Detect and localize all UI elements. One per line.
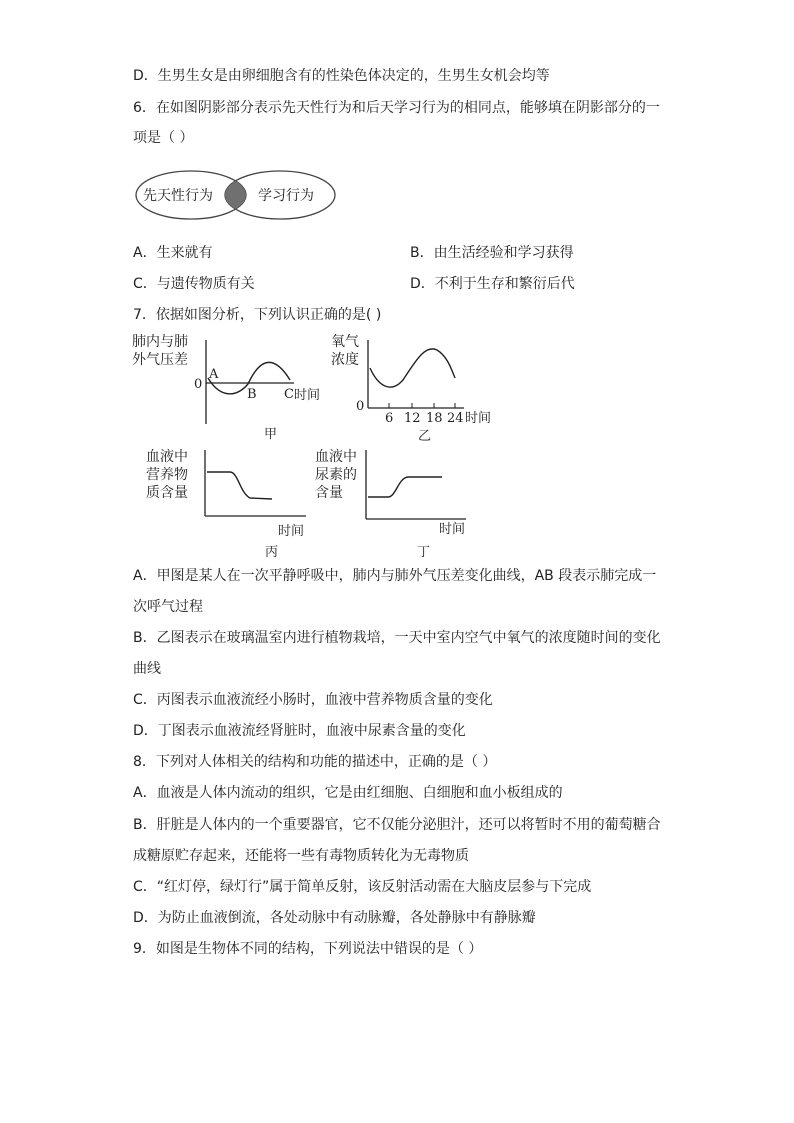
ding-ylabel-line3: 含量 bbox=[315, 485, 343, 501]
jia-caption: 甲 bbox=[264, 427, 278, 442]
ding-caption: 丁 bbox=[417, 545, 431, 560]
q6-option-b: B．由生活经验和学习获得 bbox=[410, 245, 574, 261]
figure-jia bbox=[132, 333, 320, 442]
bing-ylabel-line3: 质含量 bbox=[146, 485, 188, 501]
q8-option-b-line1: B．肝脏是人体内的一个重要器官，它不仅能分泌胆汁，还可以将暂时不用的葡萄糖合 bbox=[133, 817, 661, 833]
bing-ylabel-line1: 血液中 bbox=[146, 449, 188, 465]
yi-zero-label: 0 bbox=[356, 399, 365, 414]
bing-curve bbox=[207, 472, 272, 499]
jia-ylabel-line2: 外气压差 bbox=[132, 352, 188, 368]
q7-option-b-line2: 曲线 bbox=[133, 661, 161, 677]
jia-ylabel-line1: 肺内与肺 bbox=[132, 334, 188, 350]
figure-ding bbox=[315, 448, 466, 560]
yi-ylabel-line2: 浓度 bbox=[331, 352, 359, 368]
ding-xlabel: 时间 bbox=[439, 522, 466, 537]
figure-bing bbox=[146, 448, 306, 560]
jia-point-b: B bbox=[247, 387, 257, 402]
jia-point-a: A bbox=[209, 367, 219, 382]
q7-option-b-line1: B．乙图表示在玻璃温室内进行植物栽培，一天中室内空气中氧气的浓度随时间的变化 bbox=[133, 630, 661, 646]
q6-stem-line1: 6．在如图阴影部分表示先天性行为和后天学习行为的相同点，能够填在阴影部分的一 bbox=[133, 100, 660, 116]
yi-xlabel: 时间 bbox=[465, 411, 492, 426]
q6-option-c: C．与遗传物质有关 bbox=[133, 276, 255, 292]
q6-venn-diagram bbox=[134, 168, 338, 224]
q8-stem: 8．下列对人体相关的结构和功能的描述中，正确的是（ ） bbox=[133, 754, 497, 770]
q7-option-d: D．丁图表示血液流经肾脏时，血液中尿素含量的变化 bbox=[133, 723, 466, 739]
q7-option-a-line1: A．甲图是某人在一次平静呼吸中，肺内与肺外气压差变化曲线，AB 段表示肺完成一 bbox=[133, 568, 657, 584]
jia-point-c: C bbox=[284, 387, 294, 402]
ding-curve bbox=[368, 477, 442, 497]
yi-tick-label-6: 6 bbox=[385, 411, 394, 426]
yi-tick-label-12: 12 bbox=[404, 411, 421, 426]
q7-figures bbox=[128, 328, 508, 564]
q8-option-b-line2: 成糖原贮存起来，还能将一些有毒物质转化为无毒物质 bbox=[133, 848, 469, 864]
venn-right-label: 学习行为 bbox=[258, 188, 314, 204]
q7-stem: 7．依据如图分析，下列认识正确的是( ) bbox=[133, 307, 382, 323]
venn-left-label: 先天性行为 bbox=[143, 188, 213, 204]
jia-xlabel: 时间 bbox=[294, 388, 321, 403]
q6-option-a: A．生来就有 bbox=[133, 245, 213, 261]
bing-ylabel-line2: 营养物 bbox=[146, 467, 188, 483]
q9-stem: 9．如图是生物体不同的结构，下列说法中错误的是（ ） bbox=[133, 941, 483, 957]
yi-tick-label-18: 18 bbox=[426, 411, 443, 426]
q5-option-d: D．生男生女是由卵细胞含有的性染色体决定的，生男生女机会均等 bbox=[133, 68, 550, 84]
q7-option-c: C．丙图表示血液流经小肠时，血液中营养物质含量的变化 bbox=[133, 692, 493, 708]
bing-xlabel: 时间 bbox=[278, 524, 305, 539]
jia-zero-label: 0 bbox=[194, 377, 203, 392]
ding-ylabel-line1: 血液中 bbox=[315, 449, 357, 465]
figure-yi bbox=[331, 334, 491, 444]
yi-curve bbox=[370, 349, 455, 387]
q6-option-d: D．不利于生存和繁衍后代 bbox=[410, 276, 575, 292]
yi-tick-label-24: 24 bbox=[447, 411, 464, 426]
ding-ylabel-line2: 尿素的 bbox=[315, 467, 357, 483]
q8-option-c: C．“红灯停，绿灯行”属于简单反射，该反射活动需在大脑皮层参与下完成 bbox=[133, 879, 592, 895]
q8-option-a: A．血液是人体内流动的组织，它是由红细胞、白细胞和血小板组成的 bbox=[133, 785, 563, 801]
q6-stem-line2: 项是（ ） bbox=[133, 130, 194, 146]
bing-caption: 丙 bbox=[265, 545, 279, 560]
q7-option-a-line2: 次呼气过程 bbox=[133, 599, 203, 615]
yi-ylabel-line1: 氧气 bbox=[331, 334, 359, 350]
yi-caption: 乙 bbox=[418, 429, 432, 444]
q8-option-d: D．为防止血液倒流，各处动脉中有动脉瓣，各处静脉中有静脉瓣 bbox=[133, 910, 536, 926]
